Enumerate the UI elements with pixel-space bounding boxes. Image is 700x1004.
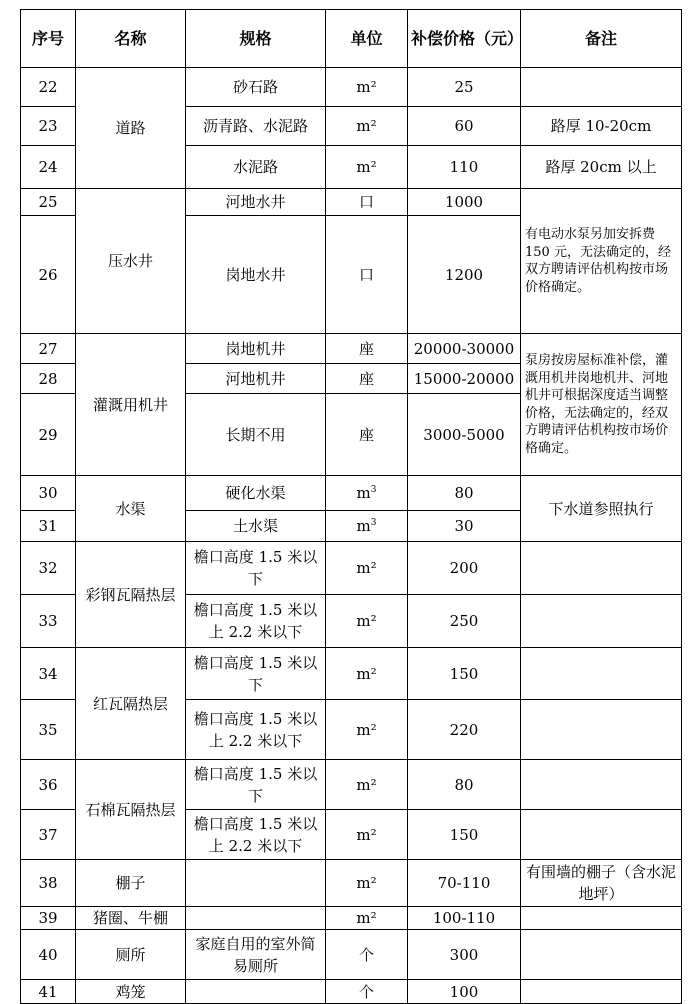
cell-index: 29 xyxy=(21,394,76,476)
cell-spec: 家庭自用的室外简易厕所 xyxy=(186,930,326,980)
cell-spec: 岗地机井 xyxy=(186,334,326,364)
cell-price: 300 xyxy=(408,930,521,980)
table-row xyxy=(21,980,682,1004)
cell-index: 39 xyxy=(21,907,76,930)
cell-name: 水渠 xyxy=(76,476,186,542)
header-row xyxy=(21,10,682,68)
cell-unit: 口 xyxy=(326,189,408,216)
cell-note xyxy=(521,980,682,1004)
cell-price: 200 xyxy=(408,542,521,595)
cell-price: 110 xyxy=(408,146,521,189)
cell-unit: m² xyxy=(326,648,408,700)
cell-unit: 个 xyxy=(326,930,408,980)
cell-price: 220 xyxy=(408,700,521,760)
cell-spec: 砂石路 xyxy=(186,68,326,107)
cell-index: 32 xyxy=(21,542,76,595)
cell-spec: 檐口高度 1.5 米以下 xyxy=(186,542,326,595)
cell-index: 35 xyxy=(21,700,76,760)
cell-price: 60 xyxy=(408,107,521,146)
cell-index: 28 xyxy=(21,364,76,394)
table-row xyxy=(21,760,682,810)
cell-index: 37 xyxy=(21,810,76,860)
cell-unit: m² xyxy=(326,595,408,648)
cell-note: 有围墙的棚子（含水泥地坪） xyxy=(521,860,682,907)
cell-note xyxy=(521,595,682,648)
header-note: 备注 xyxy=(521,10,682,68)
unit-base: m xyxy=(356,484,371,502)
cell-unit: 个 xyxy=(326,980,408,1004)
cell-name: 压水井 xyxy=(76,189,186,334)
cell-unit xyxy=(326,476,408,511)
cell-name: 猪圈、牛棚 xyxy=(76,907,186,930)
cell-note xyxy=(521,760,682,810)
cell-note: 有电动水泵另加安拆费 150 元，无法确定的，经双方聘请评估机构按市场价格确定。 xyxy=(521,189,682,334)
table-row xyxy=(21,476,682,511)
cell-price: 80 xyxy=(408,760,521,810)
cell-spec: 檐口高度 1.5 米以下 xyxy=(186,648,326,700)
cell-spec: 檐口高度 1.5 米以上 2.2 米以下 xyxy=(186,595,326,648)
cell-note xyxy=(521,907,682,930)
cell-price: 15000-20000 xyxy=(408,364,521,394)
cell-unit: m² xyxy=(326,760,408,810)
cell-name: 彩钢瓦隔热层 xyxy=(76,542,186,648)
cell-unit: m² xyxy=(326,810,408,860)
cell-price: 100 xyxy=(408,980,521,1004)
cell-name: 道路 xyxy=(76,68,186,189)
unit-base: m xyxy=(356,517,371,535)
header-spec: 规格 xyxy=(186,10,326,68)
cell-unit: m² xyxy=(326,700,408,760)
header-unit: 单位 xyxy=(326,10,408,68)
cell-note: 路厚 10-20cm xyxy=(521,107,682,146)
cell-spec: 檐口高度 1.5 米以下 xyxy=(186,760,326,810)
cell-index: 27 xyxy=(21,334,76,364)
cell-name: 灌溉用机井 xyxy=(76,334,186,476)
cell-price: 150 xyxy=(408,648,521,700)
cell-index: 36 xyxy=(21,760,76,810)
cell-spec xyxy=(186,860,326,907)
cell-name: 鸡笼 xyxy=(76,980,186,1004)
cell-unit: 座 xyxy=(326,364,408,394)
cell-name: 厕所 xyxy=(76,930,186,980)
cell-spec: 岗地水井 xyxy=(186,216,326,334)
cell-name: 棚子 xyxy=(76,860,186,907)
header-name: 名称 xyxy=(76,10,186,68)
cell-spec xyxy=(186,907,326,930)
header-index: 序号 xyxy=(21,10,76,68)
cell-unit: m² xyxy=(326,907,408,930)
table-row xyxy=(21,68,682,107)
cell-unit: m² xyxy=(326,860,408,907)
cell-index: 41 xyxy=(21,980,76,1004)
table-row xyxy=(21,860,682,907)
cell-unit: 口 xyxy=(326,216,408,334)
cell-price: 80 xyxy=(408,476,521,511)
cell-index: 40 xyxy=(21,930,76,980)
cell-index: 26 xyxy=(21,216,76,334)
cell-name: 石棉瓦隔热层 xyxy=(76,760,186,860)
cell-unit xyxy=(326,511,408,542)
unit-sup: 3 xyxy=(370,518,377,528)
cell-spec xyxy=(186,980,326,1004)
cell-spec: 土水渠 xyxy=(186,511,326,542)
cell-note xyxy=(521,700,682,760)
cell-unit: 座 xyxy=(326,334,408,364)
cell-spec: 檐口高度 1.5 米以上 2.2 米以下 xyxy=(186,700,326,760)
cell-spec: 硬化水渠 xyxy=(186,476,326,511)
cell-note xyxy=(521,648,682,700)
cell-note xyxy=(521,542,682,595)
cell-index: 25 xyxy=(21,189,76,216)
cell-note xyxy=(521,930,682,980)
cell-price: 20000-30000 xyxy=(408,334,521,364)
cell-unit: m² xyxy=(326,146,408,189)
cell-unit: 座 xyxy=(326,394,408,476)
cell-index: 24 xyxy=(21,146,76,189)
cell-spec: 沥青路、水泥路 xyxy=(186,107,326,146)
cell-note: 下水道参照执行 xyxy=(521,476,682,542)
cell-unit: m² xyxy=(326,542,408,595)
cell-note: 路厚 20cm 以上 xyxy=(521,146,682,189)
cell-note xyxy=(521,810,682,860)
cell-unit: m² xyxy=(326,68,408,107)
cell-name: 红瓦隔热层 xyxy=(76,648,186,760)
cell-spec: 长期不用 xyxy=(186,394,326,476)
table-row xyxy=(21,930,682,980)
table-row xyxy=(21,542,682,595)
compensation-table xyxy=(20,9,682,1004)
cell-price: 250 xyxy=(408,595,521,648)
cell-note: 泵房按房屋标准补偿，灌溉用机井岗地机井、河地机井可根据深度适当调整价格，无法确定的，经双方聘请评估机构按市场价格确定。 xyxy=(521,334,682,476)
cell-spec: 河地机井 xyxy=(186,364,326,394)
cell-spec: 檐口高度 1.5 米以上 2.2 米以下 xyxy=(186,810,326,860)
cell-price: 1200 xyxy=(408,216,521,334)
cell-price: 150 xyxy=(408,810,521,860)
cell-price: 70-110 xyxy=(408,860,521,907)
cell-index: 31 xyxy=(21,511,76,542)
cell-price: 25 xyxy=(408,68,521,107)
cell-index: 33 xyxy=(21,595,76,648)
cell-price: 100-110 xyxy=(408,907,521,930)
cell-price: 1000 xyxy=(408,189,521,216)
unit-sup: 3 xyxy=(370,485,377,495)
cell-unit: m² xyxy=(326,107,408,146)
cell-spec: 河地水井 xyxy=(186,189,326,216)
cell-note xyxy=(521,68,682,107)
table-row xyxy=(21,189,682,216)
table-row xyxy=(21,907,682,930)
header-price: 补偿价格（元） xyxy=(408,10,521,68)
cell-index: 23 xyxy=(21,107,76,146)
cell-spec: 水泥路 xyxy=(186,146,326,189)
cell-index: 38 xyxy=(21,860,76,907)
cell-price: 3000-5000 xyxy=(408,394,521,476)
cell-index: 22 xyxy=(21,68,76,107)
cell-price: 30 xyxy=(408,511,521,542)
cell-index: 30 xyxy=(21,476,76,511)
table-row xyxy=(21,648,682,700)
table-row xyxy=(21,334,682,364)
cell-index: 34 xyxy=(21,648,76,700)
